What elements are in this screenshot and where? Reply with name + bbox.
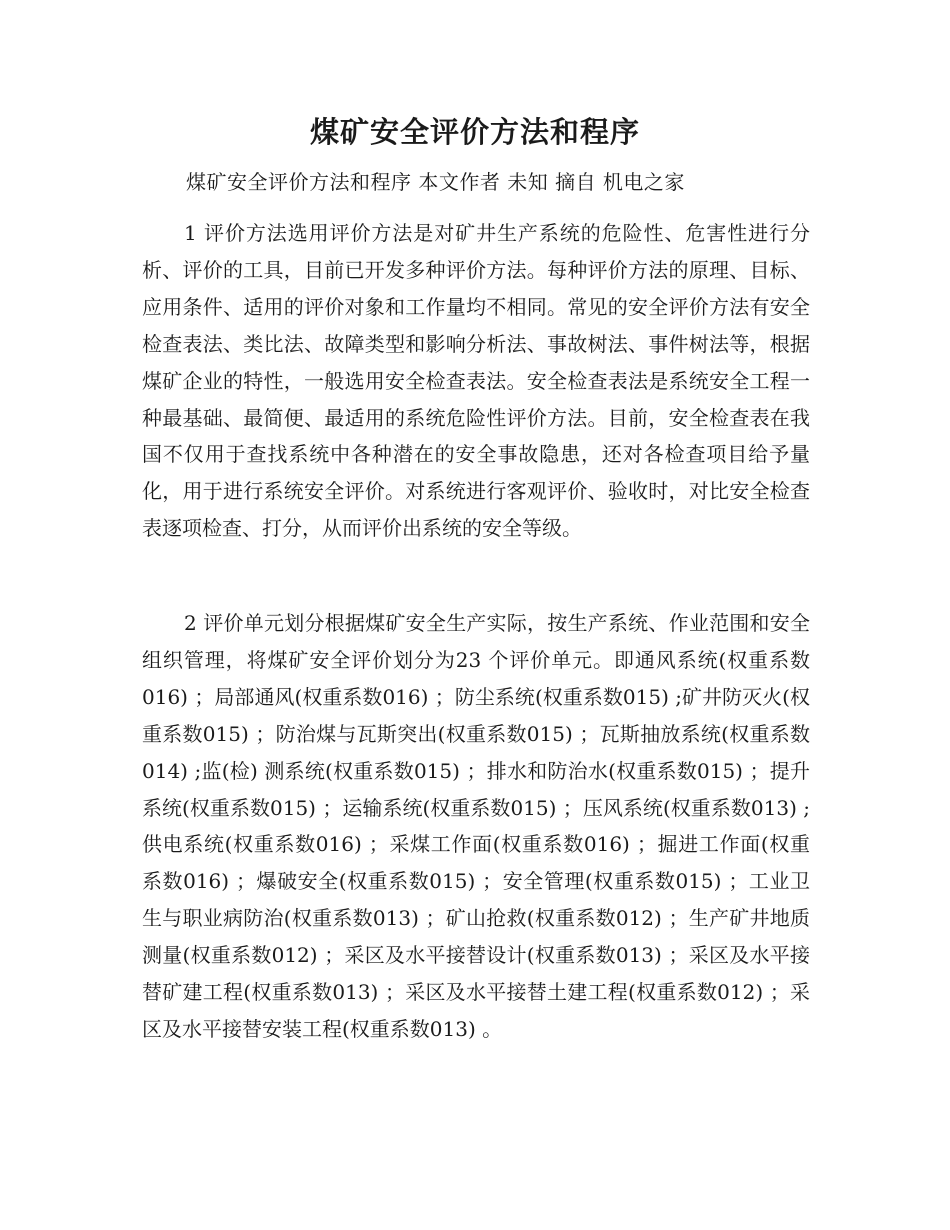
- paragraph-1: 1 评价方法选用评价方法是对矿井生产系统的危险性、危害性进行分析、评价的工具，目前已开发多种评价方法。每种评价方法的原理、目标、应用条件、适用的评价对象和工作量均不相同。常见的安全评价方法有安全检查表法、类比法、故障类型和影响分析法、事故树法、事件树法等，根据煤矿企业的特性，一般选用安全检查表法。安全检查表法是系统安全工程一种最基础、最简便、最适用的系统危险性评价方法。目前，安全检查表在我国不仅用于查找系统中各种潜在的安全事故隐患，还对各检查项目给予量化，用于进行系统安全评价。对系统进行客观评价、验收时，对比安全检查表逐项检查、打分，从而评价出系统的安全等级。: [142, 221, 810, 541]
- page-title: 煤矿安全评价方法和程序: [309, 115, 640, 149]
- paragraph-2: 2 评价单元划分根据煤矿安全生产实际，按生产系统、作业范围和安全组织管理，将煤矿安全评价划分为23 个评价单元。即通风系统(权重系数016) ；局部通风(权重系数016) ；防尘系统(权重系数015) ;矿井防灭火(权重系数015) ；防治煤与瓦斯突出(权重系数015) ；瓦斯抽放系统(权重系数014) ;监(检) 测系统(权重系数015) ；排水和防治水(权重系数015) ；提升系统(权重系数015) ；运输系统(权重系数015) ；压风系统(权重系数013) ;供电系统(权重系数016) ；采煤工作面(权重系数016) ；掘进工作面(权重系数016) ；爆破安全(权重系数015) ；安全管理(权重系数015) ；工业卫生与职业病防治(权重系数013) ；矿山抢救(权重系数012) ；生产矿井地质测量(权重系数012) ；采区及水平接替设计(权重系数013) ；采区及水平接替矿建工程(权重系数013) ；采区及水平接替土建工程(权重系数012) ；采区及水平接替安装工程(权重系数013) 。: [142, 611, 810, 1041]
- byline: 煤矿安全评价方法和程序 本文作者 未知 摘自 机电之家: [186, 170, 685, 194]
